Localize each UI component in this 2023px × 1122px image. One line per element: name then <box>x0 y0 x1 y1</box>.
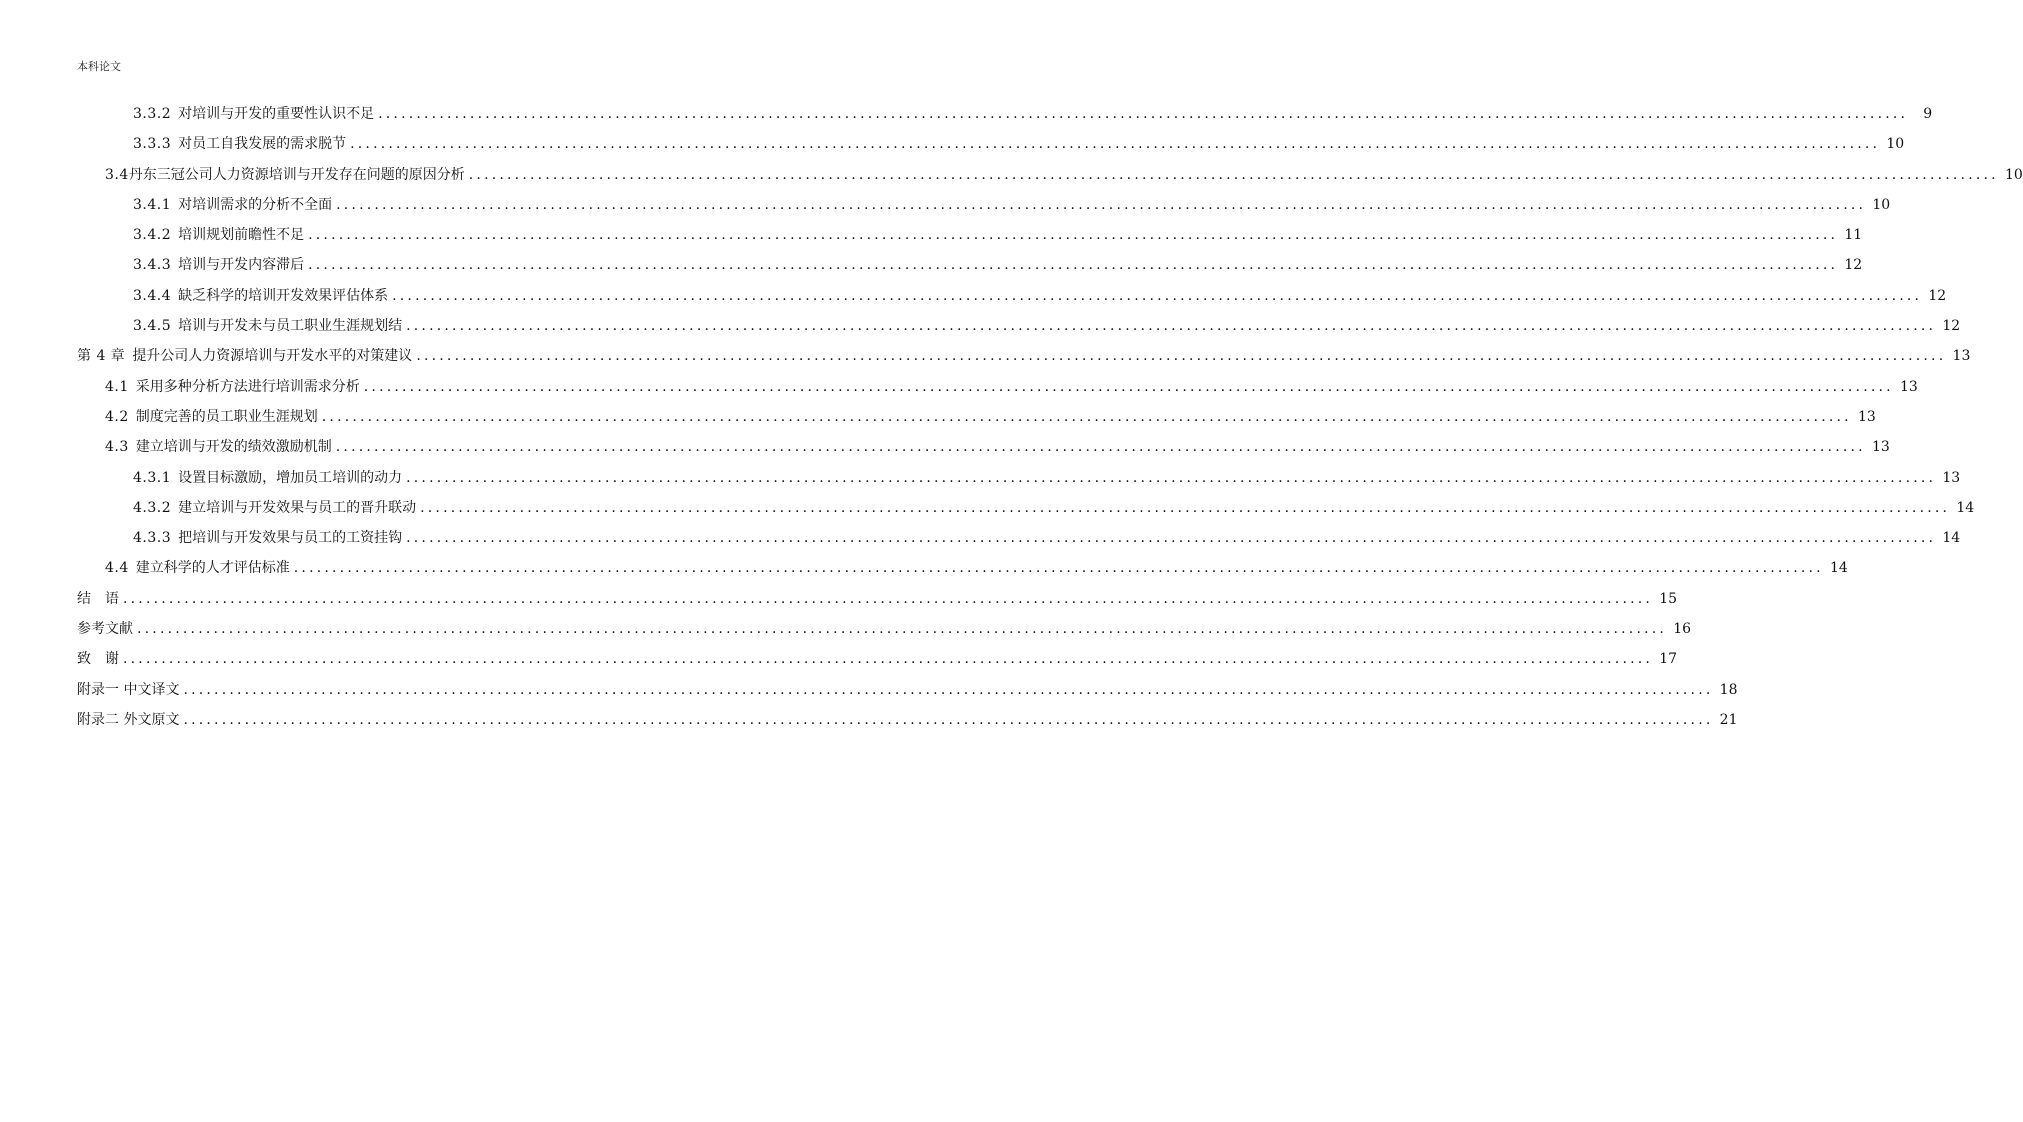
toc-entry[interactable] <box>77 705 1738 735</box>
toc-entry-number: 3.3.3 <box>133 136 172 153</box>
toc-entry[interactable] <box>77 432 1890 462</box>
toc-page-number: 13 <box>1899 378 1918 395</box>
toc-leader-dots: ........................................................................................................................................................................................................ <box>123 590 1654 607</box>
toc-entry-title: 采用多种分析方法进行培训需求分析 <box>135 378 360 395</box>
toc-leader-dots: ........................................................................................................................................................................................................ <box>420 499 1951 516</box>
running-header: 本科论文 <box>77 60 121 73</box>
toc-page-number: 10 <box>2004 166 2023 183</box>
toc-leader-dots: ........................................................................................................................................................................................................ <box>363 378 1894 395</box>
toc-entry-number: 3.3.2 <box>133 106 172 122</box>
toc-entry[interactable] <box>77 220 1863 250</box>
toc-entry-title: 结 语 <box>77 590 119 607</box>
toc-entry[interactable] <box>77 402 1876 432</box>
toc-leader-dots: ........................................................................................................................................................................................................ <box>416 348 1947 365</box>
toc-page-number: 9 <box>1923 106 1933 122</box>
toc-entry-title: 附录一 中文译文 <box>77 681 180 698</box>
toc-entry-title: 培训规划前瞻性不足 <box>178 227 305 244</box>
toc-entry[interactable] <box>77 372 1918 402</box>
toc-leader-dots: ........................................................................................................................................................................................................ <box>336 196 1867 213</box>
toc-entry[interactable] <box>77 644 1678 674</box>
toc-leader-dots: ........................................................................................................................................................................................................ <box>183 681 1714 698</box>
toc-entry-number: 3.4.1 <box>133 196 172 213</box>
toc-page-number: 21 <box>1719 711 1738 728</box>
toc-page-number: 12 <box>1942 318 1961 335</box>
toc-entry-title: 缺乏科学的培训开发效果评估体系 <box>178 287 389 304</box>
toc-entry[interactable] <box>77 584 1678 614</box>
toc-page-number: 18 <box>1719 681 1738 698</box>
toc-leader-dots: ........................................................................................................................................................................................................ <box>350 136 1881 153</box>
toc-entry-number: 4.3.3 <box>133 530 172 547</box>
toc-entry-number: 4.2 <box>105 408 129 425</box>
toc-entry[interactable] <box>77 493 1975 523</box>
toc-leader-dots: ........................................................................................................................................................................................................ <box>406 530 1937 547</box>
toc-entry[interactable] <box>77 311 1961 341</box>
toc-entry-number: 4.1 <box>105 378 129 395</box>
toc-entry[interactable] <box>77 463 1961 493</box>
toc-entry-number: 4.4 <box>105 560 129 577</box>
toc-entry[interactable] <box>77 129 1905 159</box>
toc-leader-dots: ........................................................................................................................................................................................................ <box>137 621 1668 638</box>
toc-entry-title: 培训与开发未与员工职业生涯规划结 <box>178 318 403 335</box>
toc-entry-title: 把培训与开发效果与员工的工资挂钩 <box>178 530 403 547</box>
toc-entry[interactable] <box>77 190 1891 220</box>
toc-entry-title: 丹东三冠公司人力资源培训与开发存在问题的原因分析 <box>128 166 465 183</box>
toc-entry-title: 建立科学的人才评估标准 <box>135 560 290 577</box>
toc-page-number: 10 <box>1886 136 1905 153</box>
toc-entry[interactable] <box>77 281 1947 311</box>
toc-leader-dots: ........................................................................................................................................................................................................ <box>378 106 1909 122</box>
toc-page-number: 13 <box>1942 469 1961 486</box>
toc-leader-dots: ........................................................................................................................................................................................................ <box>293 560 1824 577</box>
toc-page-number: 13 <box>1871 439 1890 456</box>
toc-entry[interactable] <box>77 675 1738 705</box>
toc-entry[interactable] <box>77 553 1848 583</box>
toc-leader-dots: ........................................................................................................................................................................................................ <box>468 166 1999 183</box>
toc-entry-title: 培训与开发内容滞后 <box>178 257 305 274</box>
toc-entry-title: 制度完善的员工职业生涯规划 <box>135 408 318 425</box>
toc-entry[interactable] <box>77 523 1961 553</box>
toc-leader-dots: ........................................................................................................................................................................................................ <box>308 257 1839 274</box>
toc-leader-dots: ........................................................................................................................................................................................................ <box>335 439 1866 456</box>
toc-leader-dots: ........................................................................................................................................................................................................ <box>392 287 1923 304</box>
toc-leader-dots: ........................................................................................................................................................................................................ <box>123 651 1654 668</box>
toc-entry[interactable] <box>77 341 1971 371</box>
toc-entry[interactable] <box>77 250 1863 280</box>
toc-page-number: 13 <box>1952 348 1971 365</box>
toc-entry-number: 4.3.1 <box>133 469 172 486</box>
toc-leader-dots: ........................................................................................................................................................................................................ <box>406 318 1937 335</box>
toc-entry[interactable] <box>77 614 1692 644</box>
toc-entry-number: 3.4.2 <box>133 227 172 244</box>
toc-page-number: 13 <box>1857 408 1876 425</box>
toc-entry-number: 4.3 <box>105 439 129 456</box>
toc-entry-number: 3.4.4 <box>133 287 172 304</box>
toc-leader-dots: ........................................................................................................................................................................................................ <box>406 469 1937 486</box>
toc-entry-title: 设置目标激励，增加员工培训的动力 <box>178 469 403 486</box>
toc-page-number: 14 <box>1942 530 1961 547</box>
toc-page-number: 14 <box>1829 560 1848 577</box>
toc-entry-title: 对培训需求的分析不全面 <box>178 196 333 213</box>
toc-page-number: 12 <box>1844 257 1863 274</box>
toc-page-number: 12 <box>1928 287 1947 304</box>
toc-page-number: 16 <box>1673 621 1692 638</box>
toc-entry-number: 4.3.2 <box>133 499 172 516</box>
table-of-contents <box>77 99 2023 735</box>
toc-page-number: 17 <box>1659 651 1678 668</box>
toc-page-number: 15 <box>1659 590 1678 607</box>
toc-leader-dots: ........................................................................................................................................................................................................ <box>183 711 1714 728</box>
toc-entry[interactable] <box>77 160 2023 190</box>
toc-leader-dots: ........................................................................................................................................................................................................ <box>308 227 1839 244</box>
toc-entry-number: 3.4.5 <box>133 318 172 335</box>
toc-entry-title: 对员工自我发展的需求脱节 <box>178 136 347 153</box>
toc-leader-dots: ........................................................................................................................................................................................................ <box>321 408 1852 425</box>
toc-page-number: 10 <box>1872 196 1891 213</box>
toc-entry-title: 参考文献 <box>77 621 133 638</box>
toc-entry-number: 3.4 <box>105 166 129 183</box>
toc-entry-title: 对培训与开发的重要性认识不足 <box>178 106 375 122</box>
toc-entry-title: 附录二 外文原文 <box>77 711 180 728</box>
toc-entry[interactable] <box>77 99 1933 129</box>
toc-entry-number: 3.4.3 <box>133 257 172 274</box>
toc-entry-number: 第 4 章 <box>77 348 126 365</box>
toc-entry-title: 致 谢 <box>77 651 119 668</box>
toc-page-number: 14 <box>1956 499 1975 516</box>
toc-entry-title: 建立培训与开发效果与员工的晋升联动 <box>178 499 417 516</box>
toc-entry-title: 提升公司人力资源培训与开发水平的对策建议 <box>132 348 413 365</box>
toc-entry-title: 建立培训与开发的绩效激励机制 <box>135 439 332 456</box>
toc-page-number: 11 <box>1844 227 1863 244</box>
